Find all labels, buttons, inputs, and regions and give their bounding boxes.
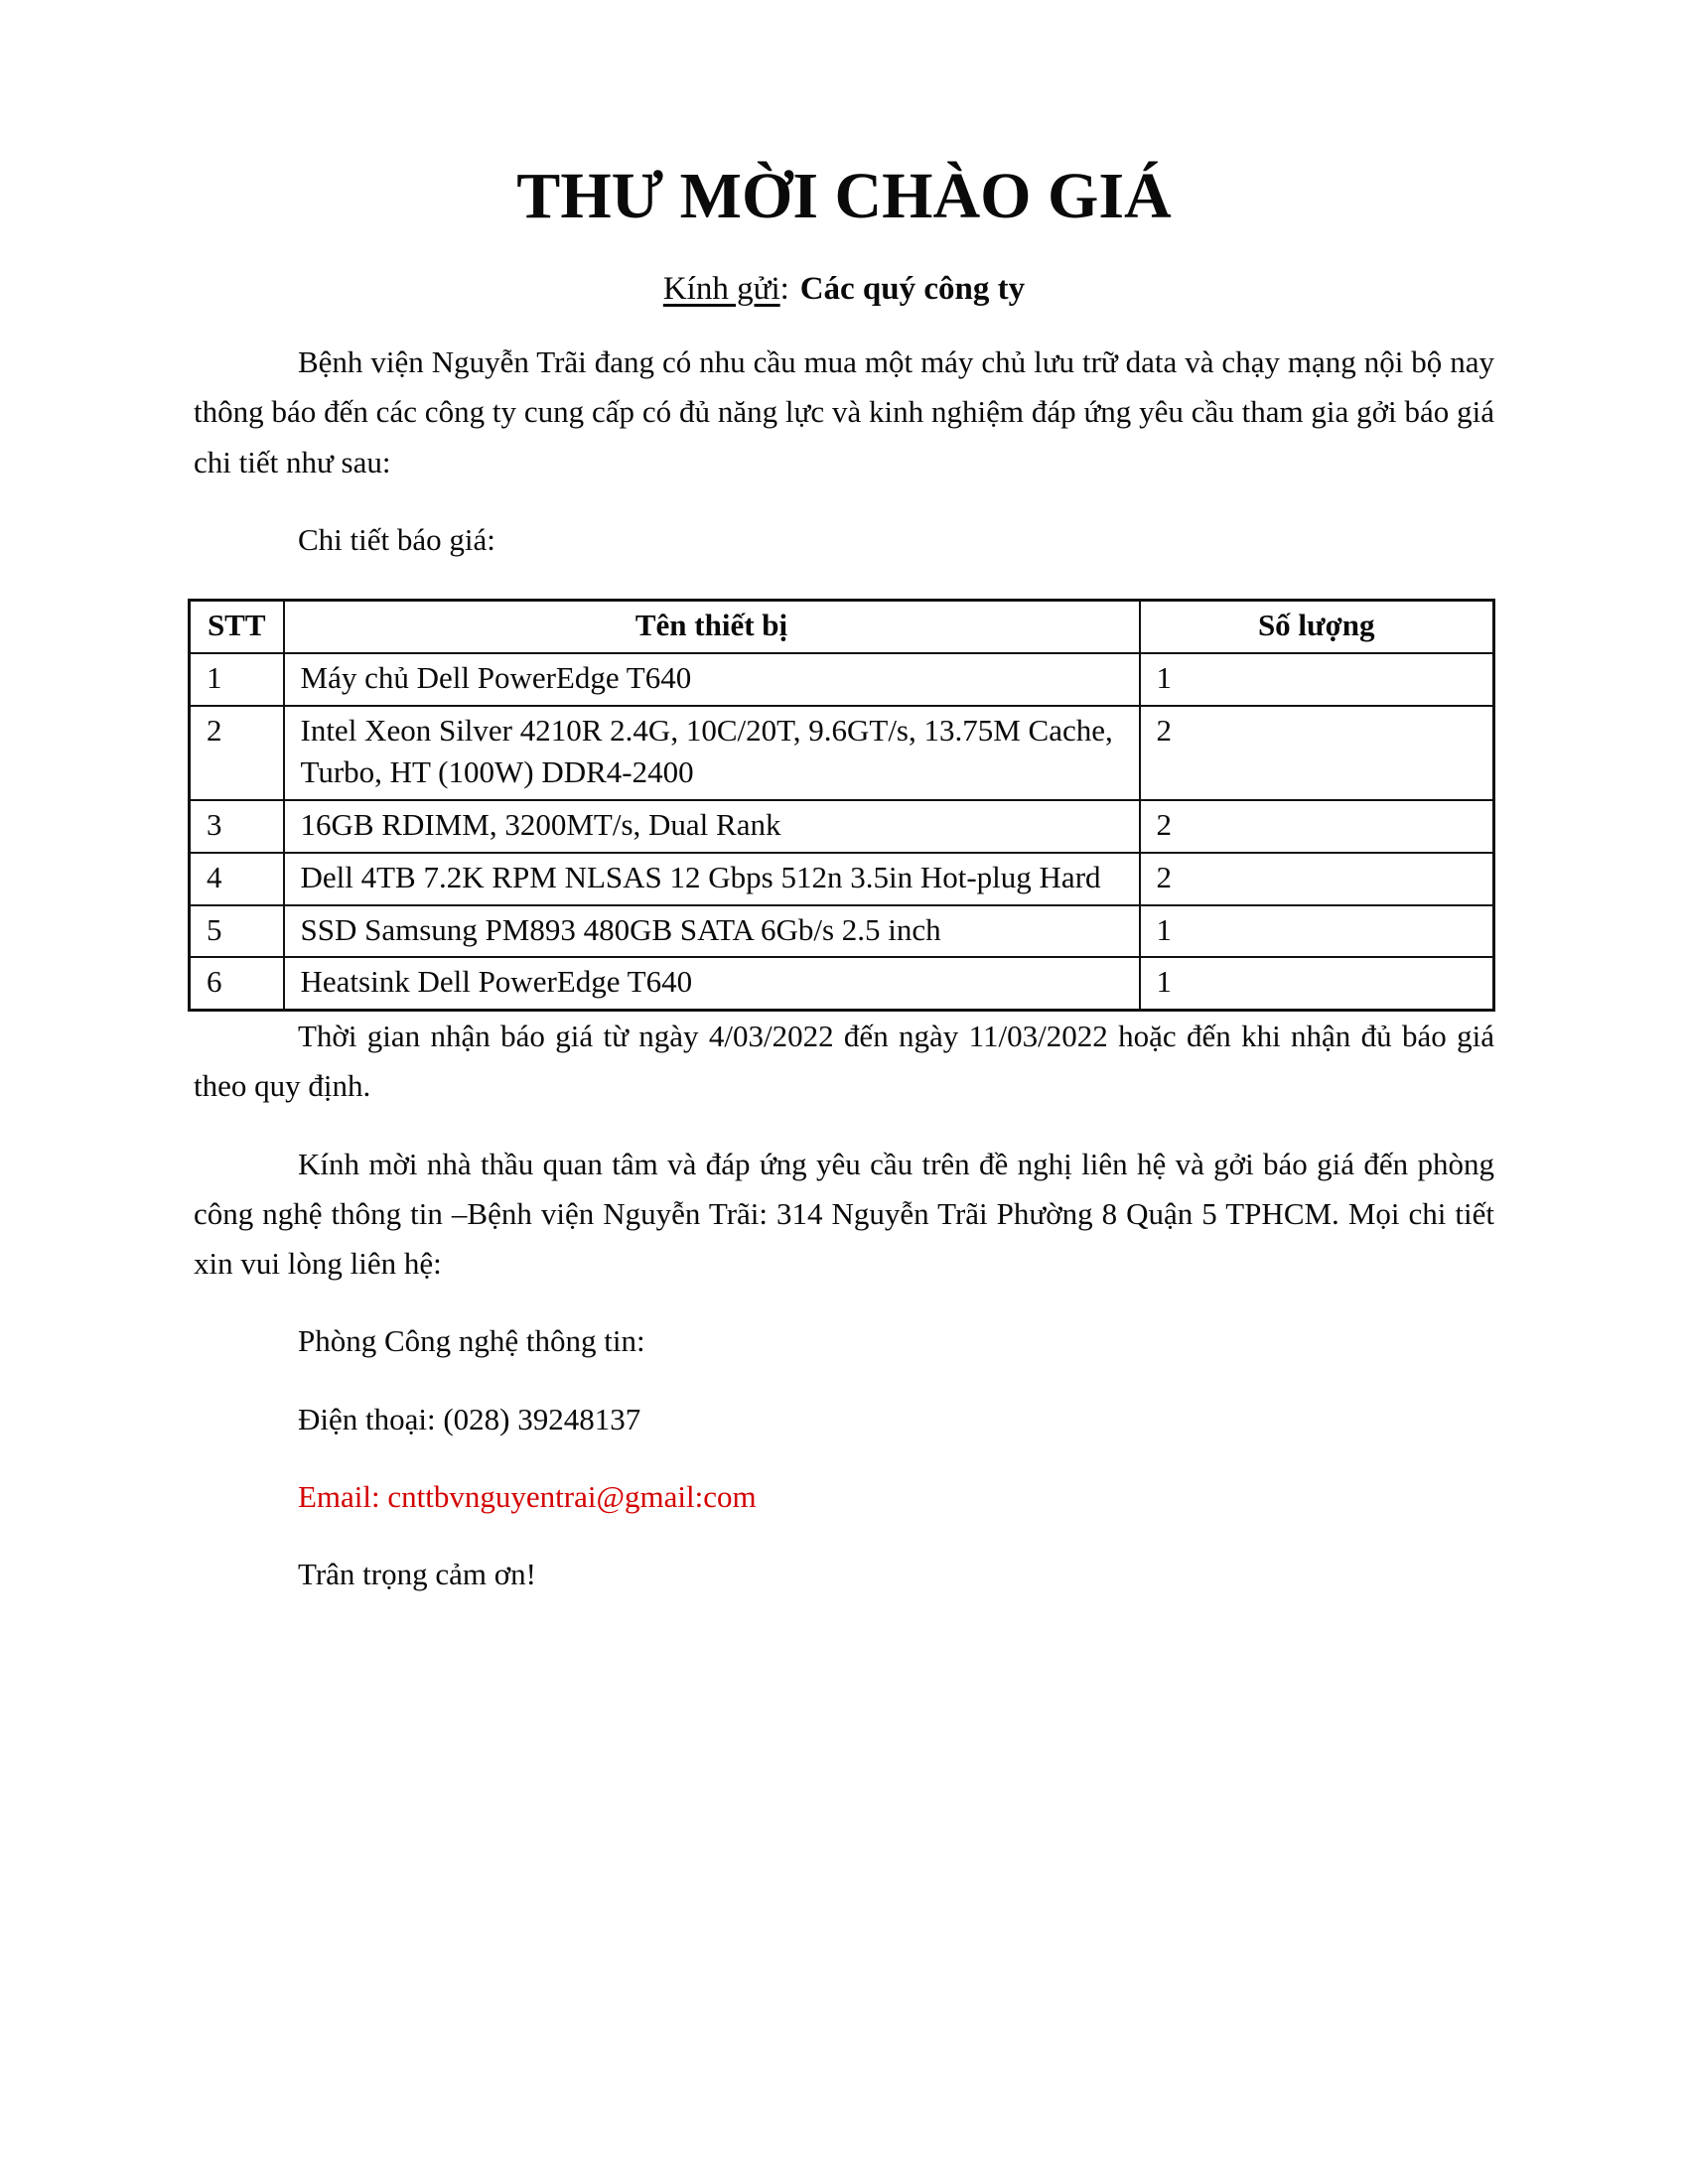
table-cell-name: Heatsink Dell PowerEdge T640 bbox=[284, 957, 1140, 1010]
phone-line: Điện thoại: (028) 39248137 bbox=[298, 1401, 641, 1436]
table-cell-name: Máy chủ Dell PowerEdge T640 bbox=[284, 653, 1140, 706]
table-row bbox=[190, 853, 1494, 905]
quote-table-header bbox=[190, 601, 1494, 653]
header-cell-stt: STT bbox=[190, 601, 284, 653]
table-row bbox=[190, 653, 1494, 706]
table-cell-name: SSD Samsung PM893 480GB SATA 6Gb/s 2.5 inch bbox=[284, 905, 1140, 958]
table-cell-name: Intel Xeon Silver 4210R 2.4G, 10C/20T, 9.6GT/s, 13.75M Cache, Turbo, HT (100W) DDR4-2400 bbox=[284, 706, 1140, 801]
table-cell-qty: 2 bbox=[1140, 853, 1494, 905]
email-line: Email: cnttbvnguyentrai@gmail:com bbox=[298, 1478, 757, 1514]
table-cell-stt: 5 bbox=[190, 905, 284, 958]
department-line: Phòng Công nghệ thông tin: bbox=[298, 1323, 645, 1359]
timeframe-paragraph: Thời gian nhận báo giá từ ngày 4/03/2022 đến ngày 11/03/2022 hoặc đến khi nhận đủ báo giá theo quy định. bbox=[194, 1019, 1494, 1104]
quote-details-label: Chi tiết báo giá: bbox=[298, 521, 495, 557]
table-cell-stt: 4 bbox=[190, 853, 284, 905]
table-cell-stt: 1 bbox=[190, 653, 284, 706]
table-cell-qty: 2 bbox=[1140, 800, 1494, 853]
closing-line: Trân trọng cảm ơn! bbox=[298, 1556, 536, 1591]
table-cell-qty: 1 bbox=[1140, 957, 1494, 1010]
salutation-label: Kính gửi bbox=[662, 271, 780, 308]
quote-table bbox=[188, 599, 1495, 1012]
salutation-colon: : bbox=[779, 271, 789, 308]
table-cell-qty: 1 bbox=[1140, 653, 1494, 706]
table-row bbox=[190, 800, 1494, 853]
table-cell-qty: 1 bbox=[1140, 905, 1494, 958]
table-row bbox=[190, 706, 1494, 801]
table-cell-stt: 3 bbox=[190, 800, 284, 853]
table-cell-qty: 2 bbox=[1140, 706, 1494, 801]
salutation-line bbox=[194, 271, 1494, 308]
intro-paragraph: Bệnh viện Nguyễn Trãi đang có nhu cầu mua một máy chủ lưu trữ data và chạy mạng nội bộ nay thông báo đến các công ty cung cấp có đủ năng lực và kinh nghiệm đáp ứng yêu cầu tham gia gởi báo giá chi tiết như sau: bbox=[194, 344, 1494, 479]
table-cell-stt: 6 bbox=[190, 957, 284, 1010]
header-cell-device-name: Tên thiết bị bbox=[284, 601, 1140, 653]
header-cell-quantity: Số lượng bbox=[1140, 601, 1494, 653]
table-row bbox=[190, 905, 1494, 958]
table-cell-stt: 2 bbox=[190, 706, 284, 801]
table-row bbox=[190, 957, 1494, 1010]
quote-table-body bbox=[190, 653, 1494, 1011]
table-cell-name: 16GB RDIMM, 3200MT/s, Dual Rank bbox=[284, 800, 1140, 853]
page-title: THƯ MỜI CHÀO GIÁ bbox=[516, 160, 1172, 232]
salutation-recipient: Các quý công ty bbox=[799, 271, 1026, 308]
table-header-row bbox=[190, 601, 1494, 653]
table-cell-name: Dell 4TB 7.2K RPM NLSAS 12 Gbps 512n 3.5in Hot-plug Hard bbox=[284, 853, 1140, 905]
invitation-paragraph: Kính mời nhà thầu quan tâm và đáp ứng yêu cầu trên đề nghị liên hệ và gởi báo giá đến phòng công nghệ thông tin –Bệnh viện Nguyễn Trãi: 314 Nguyễn Trãi Phường 8 Quận 5 TPHCM. Mọi chi tiết xin vui lòng liên hệ: bbox=[194, 1146, 1494, 1282]
